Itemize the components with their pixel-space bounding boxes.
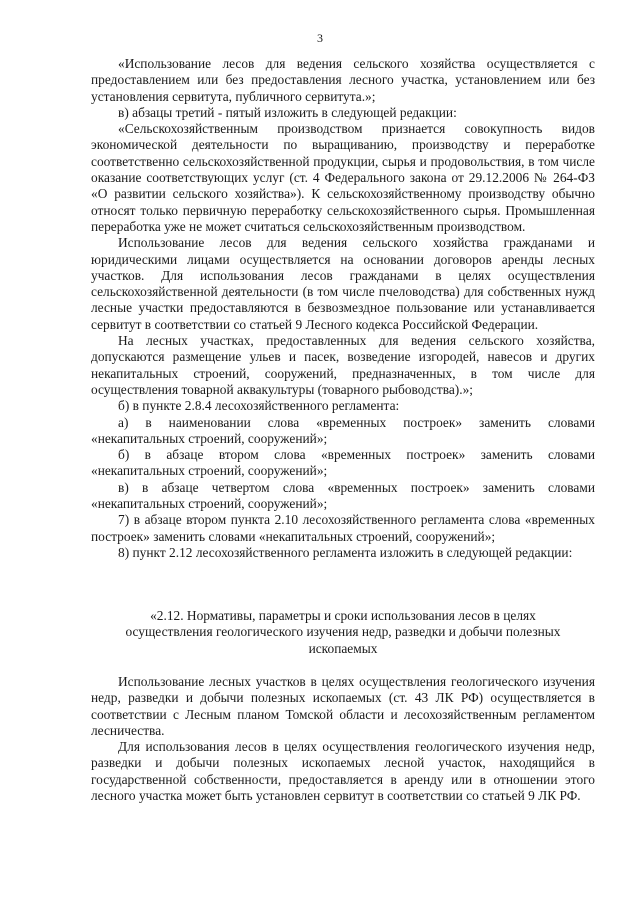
section-body [91,674,595,804]
paragraph: «Использование лесов для ведения сельского хозяйства осуществляется с предоставлением или без предоставления лесного участка, установлением или без установления сервитута, публичного сервитута.»; [91,56,595,104]
paragraph: в) абзацы третий - пятый изложить в следующей редакции: [118,104,457,120]
paragraph: 7) в абзаце втором пункта 2.10 лесохозяйственного регламента слова «временных построек» заменить словами «некапитальных строений, сооружений»; [91,512,595,544]
paragraph: а) в наименовании слова «временных построек» заменить словами «некапитальных строений, сооружений»; [91,414,595,446]
section-title [91,608,595,657]
paragraph: в) в абзаце четвертом слова «временных построек» заменить словами «некапитальных строений, сооружений»; [91,479,595,512]
paragraph: На лесных участках, предоставленных для ведения сельского хозяйства, допускаются размещение ульев и пасек, возведение изгородей, навесов и других некапитальных строений, сооружений, предназначенных, в том числе для осуществления товарной аквакультуры (товарного рыбоводства).»; [91,333,595,397]
section-title-line: ископаемых [308,640,378,656]
paragraph: б) в абзаце втором слова «временных построек» заменить словами «некапитальных строений, сооружений»; [91,447,595,479]
paragraph: б) в пункте 2.8.4 лесохозяйственного регламента: [118,398,400,414]
document-body [91,56,595,561]
section-title-line: осуществления геологического изучения недр, разведки и добычи полезных [125,624,561,640]
paragraph: Для использования лесов в целях осуществления геологического изучения недр, разведки и добычи полезных ископаемых лесной участок, находящийся в государственной собственности, предоставляется в аренду или в отношении этого лесного участка может быть установлен сервитут в соответствии со статьей 9 ЛК РФ. [91,739,595,804]
paragraph: 8) пункт 2.12 лесохозяйственного регламента изложить в следующей редакции: [118,544,573,560]
paragraph: Использование лесных участков в целях осуществления геологического изучения недр, разведки и добычи полезных ископаемых (ст. 43 ЛК РФ) осуществляется в соответствии с Лесным планом Томской области и лесохозяйственным регламентом лесничества. [91,674,595,738]
section-title-line: «2.12. Нормативы, параметры и сроки использования лесов в целях [150,608,536,623]
paragraph: «Сельскохозяйственным производством признается совокупность видов экономической деятельности по выращиванию, производству и переработке соответственно сельскохозяйственной продукции, сырья и продовольствия, в том числе оказание соответствующих услуг (ст. 4 Федерального закона от 29.12.2006 № 264-ФЗ «О развитии сельского хозяйства»). К сельскохозяйственному производству обычно относят только первичную переработку сельскохозяйственного сырья. Промышленная переработка уже не может считаться сельскохозяйственным производством. [91,121,595,234]
page-number: 3 [317,31,323,45]
paragraph: Использование лесов для ведения сельского хозяйства гражданами и юридическими лицами осуществляется на основании договоров аренды лесных участков. Для использования лесов гражданами в целях осуществления сельскохозяйственной деятельности (в том числе пчеловодства) для собственных нужд лесные участки предоставляются в безвозмездное пользование или устанавливается сервитут в соответствии со статьей 9 Лесного кодекса Российской Федерации. [91,235,595,332]
